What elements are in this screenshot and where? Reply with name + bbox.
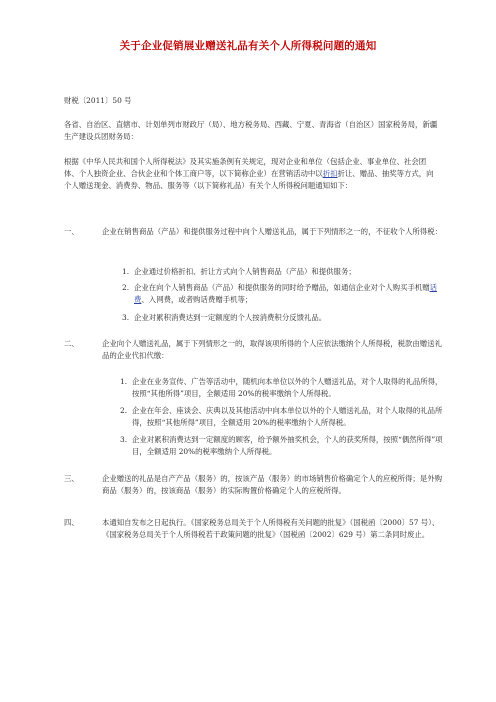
item-number: 2. (120, 406, 128, 415)
discount-link[interactable]: 折扣 (322, 169, 338, 178)
item-number: 3. (120, 435, 128, 444)
section-4-text: 本通知自发布之日起执行。《国家税务总局关于个人所得税有关问题的批复》（国税函〔2000〕57 号）、《国家税务总局关于个人所得税若干政策问题的批复》（国税函〔2002〕629 号）第二条同时废止。 (102, 518, 440, 539)
item-text (134, 282, 442, 306)
item-text: 企业在业务宣传、广告等活动中，随机向本单位以外的个人赠送礼品，对个人取得的礼品所得，按照“其他所得”项目，全额适用 20%的税率缴纳个人所得税。 (132, 377, 443, 398)
item-text: 企业在年会、座谈会、庆典以及其他活动中向本单位以外的个人赠送礼品，对个人取得的礼品所得，按照“其他所得”项目，全额适用 20%的税率缴纳个人所得税。 (132, 406, 443, 427)
item-number: 1. (122, 267, 130, 276)
intro-text-2: 折让、赠品、抽奖等方式，向个人赠送现金、消费券、物品、服务等（以下简称礼品）有关个人所得税问题通知如下： (64, 169, 434, 190)
section-2-number: 二、 (64, 339, 79, 348)
phone-fee-link[interactable]: 话费 (134, 283, 438, 304)
item-text: 企业对累积消费达到一定额度的个人按消费积分反馈礼品。 (134, 313, 327, 322)
item-number: 3. (122, 313, 130, 322)
item-number: 1. (120, 377, 128, 386)
intro-paragraph (64, 156, 438, 192)
item-text-part: 企业在向个人销售商品（产品）和提供服务的同时给予赠品，如通信企业对个人购买手机赠 (134, 283, 430, 292)
item-text: 企业对累积消费达到一定额度的顾客，给予额外抽奖机会，个人的获奖所得，按照“偶然所得”项目，全额适用 20%的税率缴纳个人所得税。 (132, 435, 443, 456)
document-number: 财税〔2011〕50 号 (64, 96, 132, 105)
intro-text-1: 根据《中华人民共和国个人所得税法》及其实施条例有关规定，现对企业和单位（包括企业、事业单位、社会团体、个人独资企业、合伙企业和个体工商户等，以下简称企业）在营销活动中以 (64, 157, 427, 178)
recipients-paragraph: 各省、自治区、直辖市、计划单列市财政厅（局）、地方税务局、西藏、宁夏、青海省（自治区）国家税务局，新疆生产建设兵团财务局： (64, 120, 438, 141)
section-3-number: 三、 (64, 474, 79, 483)
section-2-text: 企业向个人赠送礼品，属于下列情形之一的，取得该项所得的个人应依法缴纳个人所得税，税款由赠送礼品的企业代扣代缴： (102, 339, 442, 360)
section-4-number: 四、 (64, 518, 79, 527)
item-text-part: 、入网费，或者购话费赠手机等； (141, 295, 253, 304)
section-3-text: 企业赠送的礼品是自产产品（服务）的，按该产品（服务）的市场销售价格确定个人的应税所得；是外购商品（服务）的，按该商品（服务）的实际购置价格确定个人的应税所得。 (102, 474, 442, 495)
section-1-text: 企业在销售商品（产品）和提供服务过程中向个人赠送礼品，属于下列情形之一的，不征收个人所得税： (102, 227, 442, 236)
item-text: 企业通过价格折扣、折让方式向个人销售商品（产品）和提供服务； (134, 267, 356, 276)
section-1-number: 一、 (64, 227, 79, 236)
document-title: 关于企业促销展业赠送礼品有关个人所得税问题的通知 (119, 40, 377, 52)
item-number: 2. (122, 283, 130, 292)
